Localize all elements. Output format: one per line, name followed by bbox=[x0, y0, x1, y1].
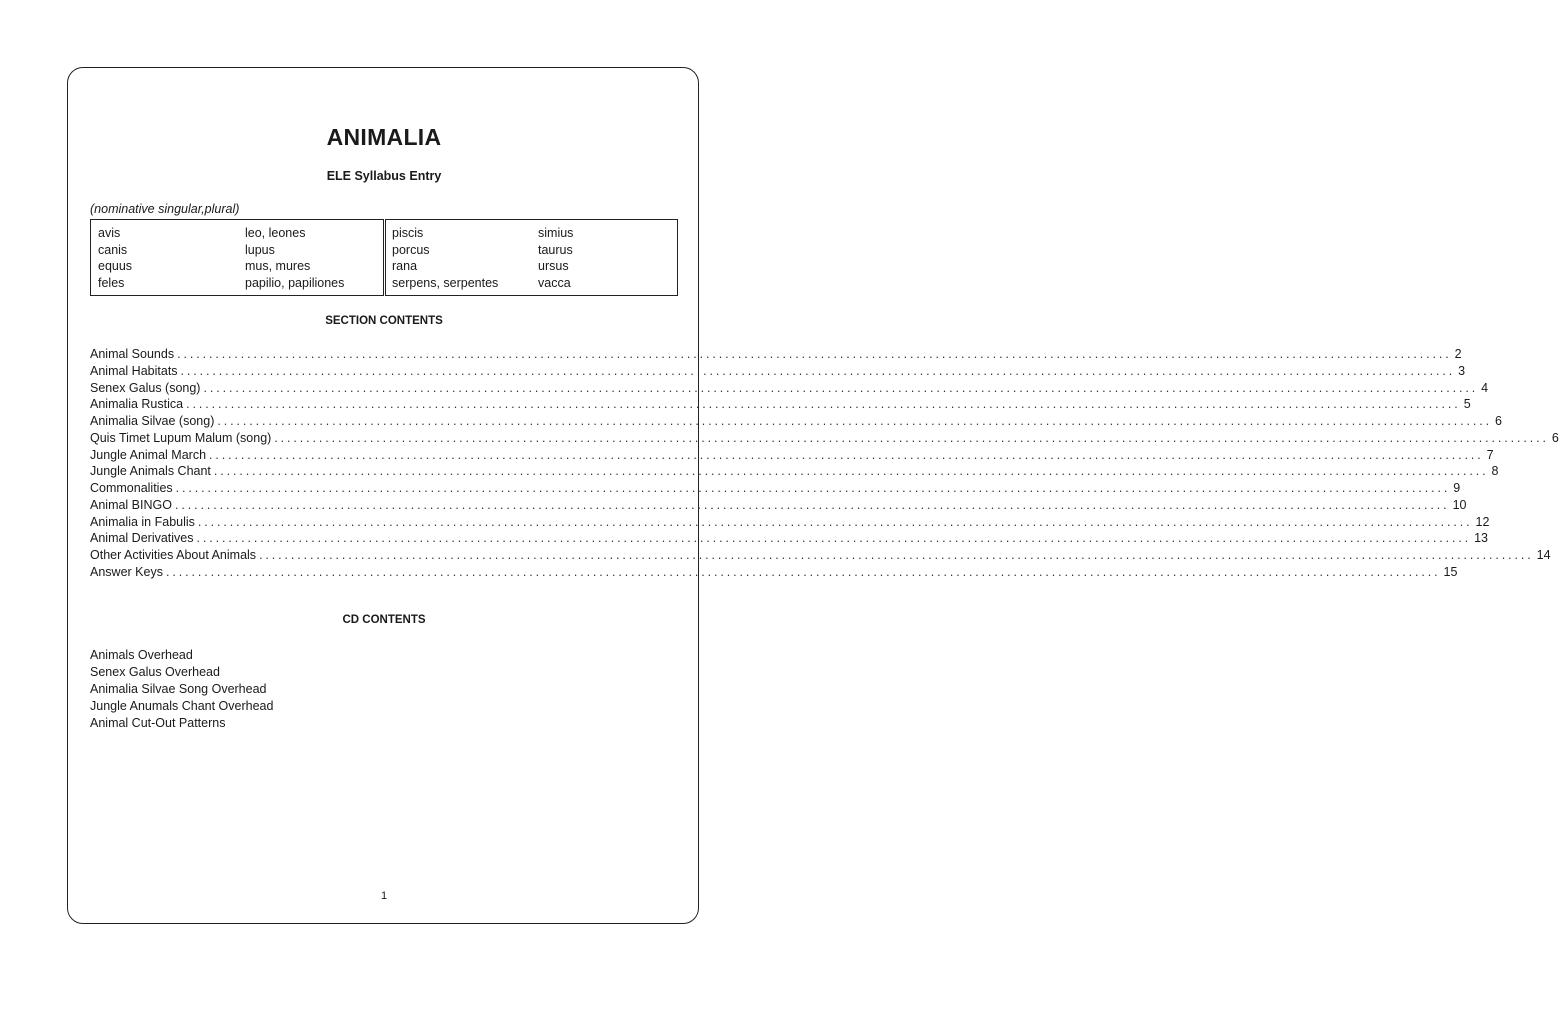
toc-entry bbox=[90, 430, 1559, 447]
vocab-word: mus, mures bbox=[245, 259, 311, 274]
vocab-word: piscis bbox=[392, 226, 424, 240]
toc-entry bbox=[90, 447, 1494, 464]
toc-entry-page: 14 bbox=[1536, 548, 1551, 562]
toc-leader-dots: ........................................................................................................................................................................................................ bbox=[180, 363, 1456, 378]
toc-entry bbox=[90, 463, 1499, 480]
toc-leader-dots: ........................................................................................................................................................................................................ bbox=[196, 531, 1472, 546]
toc-entry-label: Animal Habitats bbox=[90, 363, 178, 378]
toc-leader-dots: ........................................................................................................................................................................................................ bbox=[177, 347, 1452, 361]
vocab-word: leo, leones bbox=[245, 226, 306, 240]
toc-leader-dots: ........................................................................................................................................................................................................ bbox=[186, 397, 1461, 412]
toc-entry-page: 4 bbox=[1481, 380, 1489, 395]
toc-entry bbox=[90, 514, 1490, 531]
page-title: ANIMALIA bbox=[326, 124, 442, 150]
vocab-word: porcus bbox=[392, 242, 430, 257]
toc-entry-label: Commonalities bbox=[90, 481, 173, 495]
toc-entry bbox=[90, 480, 1461, 497]
toc-entry-page: 10 bbox=[1452, 497, 1467, 512]
cd-item: Jungle Anumals Chant Overhead bbox=[90, 699, 274, 713]
toc-entry-label: Jungle Animals Chant bbox=[90, 464, 211, 479]
toc-entry-label: Jungle Animal March bbox=[90, 447, 207, 462]
toc-entry-label: Animalia Rustica bbox=[90, 397, 184, 412]
vocab-word: ursus bbox=[538, 259, 569, 274]
toc-leader-dots: ........................................................................................................................................................................................................ bbox=[165, 564, 1441, 579]
toc-entry-page: 12 bbox=[1475, 514, 1490, 529]
toc-entry bbox=[90, 530, 1489, 547]
toc-entry-page: 6 bbox=[1494, 414, 1502, 428]
cd-item: Animals Overhead bbox=[90, 648, 193, 662]
toc-entry bbox=[90, 497, 1467, 514]
toc-leader-dots: ........................................................................................................................................................................................................ bbox=[274, 430, 1549, 445]
toc-entry bbox=[90, 547, 1551, 564]
vocab-word: simius bbox=[538, 226, 574, 240]
vocab-word: serpens, serpentes bbox=[392, 275, 499, 290]
vocab-note: (nominative singular,plural) bbox=[90, 202, 240, 216]
vocab-word: feles bbox=[98, 275, 125, 290]
toc-entry bbox=[90, 413, 1502, 430]
vocab-word: rana bbox=[392, 259, 418, 274]
toc-entry-label: Animal Derivatives bbox=[90, 531, 194, 546]
section-contents-list bbox=[90, 346, 1559, 581]
page-number: 1 bbox=[380, 890, 388, 902]
toc-leader-dots: ........................................................................................................................................................................................................ bbox=[209, 447, 1484, 462]
toc-leader-dots: ........................................................................................................................................................................................................ bbox=[175, 481, 1451, 495]
toc-entry-label: Other Activities About Animals bbox=[90, 548, 257, 562]
toc-leader-dots: ........................................................................................................................................................................................................ bbox=[217, 414, 1492, 428]
vocab-word: avis bbox=[98, 226, 121, 240]
toc-entry-page: 15 bbox=[1443, 564, 1458, 579]
toc-entry-label: Animal BINGO bbox=[90, 497, 172, 512]
toc-entry-page: 8 bbox=[1491, 464, 1499, 479]
cd-contents-heading: CD CONTENTS bbox=[342, 614, 426, 626]
cd-item: Animal Cut-Out Patterns bbox=[90, 716, 226, 730]
vocab-table bbox=[90, 219, 678, 296]
toc-entry bbox=[90, 396, 1471, 413]
toc-entry-label: Quis Timet Lupum Malum (song) bbox=[90, 430, 272, 445]
vocab-column-2 bbox=[245, 225, 344, 291]
vocab-word: papilio, papiliones bbox=[245, 275, 345, 290]
vocab-word: taurus bbox=[538, 242, 573, 257]
toc-entry-page: 6 bbox=[1551, 430, 1559, 445]
toc-entry-label: Animalia in Fabulis bbox=[90, 514, 195, 529]
vocab-column-1 bbox=[98, 225, 132, 291]
vocab-word: lupus bbox=[245, 242, 275, 257]
toc-entry-label: Animal Sounds bbox=[90, 347, 175, 361]
toc-entry-label: Answer Keys bbox=[90, 564, 163, 579]
toc-entry-page: 7 bbox=[1486, 447, 1494, 462]
cd-item: Senex Galus Overhead bbox=[90, 665, 220, 679]
page-subtitle: ELE Syllabus Entry bbox=[326, 169, 442, 183]
toc-entry-page: 3 bbox=[1458, 363, 1466, 378]
toc-entry-page: 2 bbox=[1454, 347, 1462, 361]
cd-item: Animalia Silvae Song Overhead bbox=[90, 682, 267, 696]
toc-leader-dots: ........................................................................................................................................................................................................ bbox=[213, 464, 1489, 479]
vocab-column-3 bbox=[392, 225, 498, 291]
toc-entry bbox=[90, 564, 1458, 581]
vocab-word: equus bbox=[98, 259, 133, 274]
toc-leader-dots: ........................................................................................................................................................................................................ bbox=[203, 380, 1479, 395]
toc-entry bbox=[90, 363, 1466, 380]
toc-leader-dots: ........................................................................................................................................................................................................ bbox=[259, 548, 1534, 562]
toc-entry bbox=[90, 346, 1462, 363]
toc-entry-page: 13 bbox=[1474, 531, 1489, 546]
toc-entry-page: 9 bbox=[1453, 481, 1461, 495]
toc-leader-dots: ........................................................................................................................................................................................................ bbox=[174, 497, 1450, 512]
toc-entry-label: Senex Galus (song) bbox=[90, 380, 201, 395]
cd-contents-list bbox=[90, 647, 273, 732]
vocab-column-4 bbox=[538, 225, 573, 291]
vocab-word: canis bbox=[98, 242, 128, 257]
toc-entry-page: 5 bbox=[1463, 397, 1471, 412]
toc-leader-dots: ........................................................................................................................................................................................................ bbox=[197, 514, 1473, 529]
toc-entry-label: Animalia Silvae (song) bbox=[90, 414, 215, 428]
section-contents-heading: SECTION CONTENTS bbox=[325, 315, 443, 327]
vocab-word: vacca bbox=[538, 275, 571, 290]
toc-entry bbox=[90, 380, 1489, 397]
